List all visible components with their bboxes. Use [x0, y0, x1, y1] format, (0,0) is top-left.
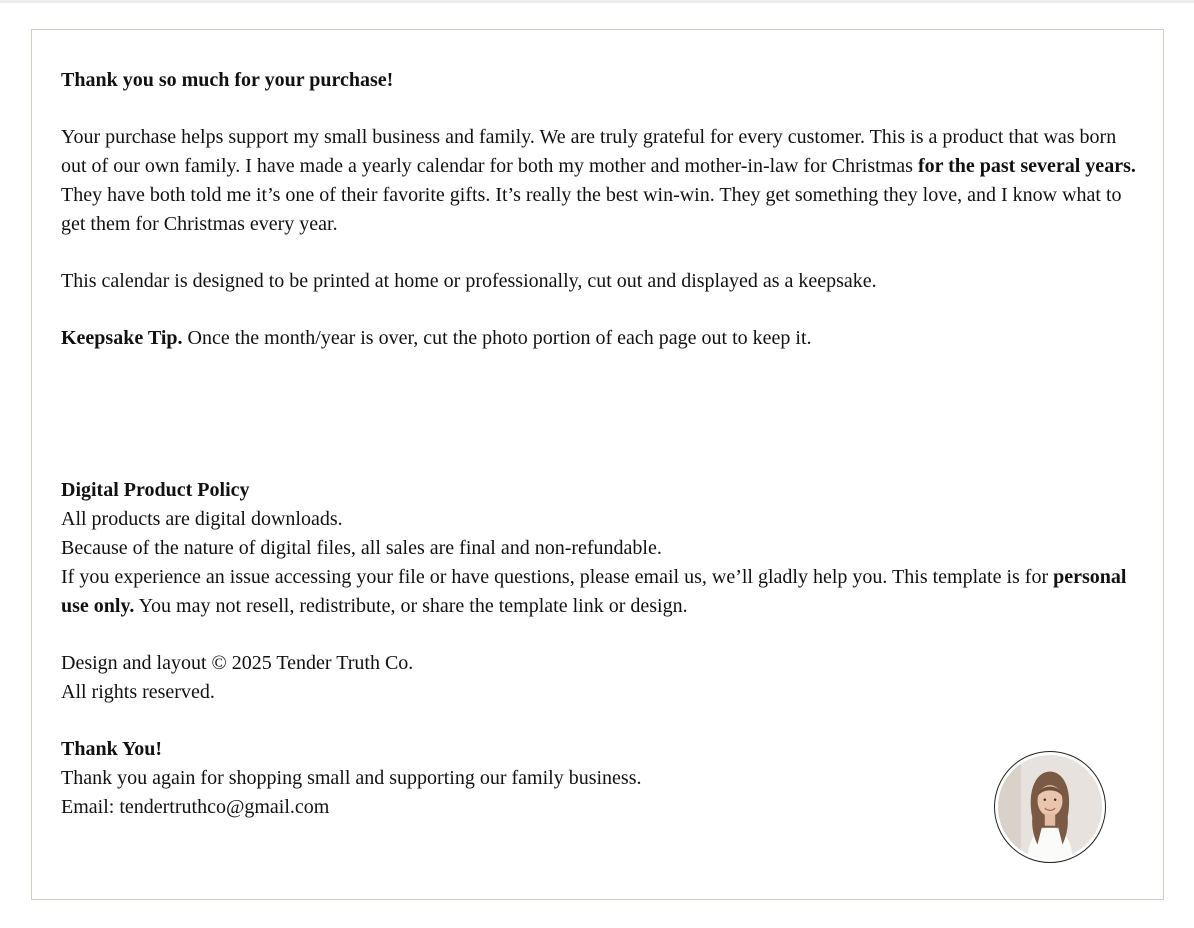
thanks-line: Thank you again for shopping small and supporting our family business. [61, 767, 642, 789]
policy-section: Digital Product Policy All products are digital downloads. Because of the nature of digital files, all sales are final and non-refundable. If you experience an issue accessing your file or have questions, please email us, we’ll gladly help you. This template is for personal use only. You may not resell, redistribute, or share the template link or design. [61, 479, 1127, 617]
policy-line-3a: If you experience an issue accessing your file or have questions, please email us, we’ll gladly help you. This template is for [61, 566, 1054, 588]
section-spacer [61, 381, 1141, 476]
policy-heading: Digital Product Policy [61, 479, 250, 501]
email-line[interactable]: Email: tendertruthco@gmail.com [61, 796, 330, 818]
intro-paragraph: Your purchase helps support my small business and family. We are truly grateful for every customer. This is a product that was born out of our own family. I have made a yearly calendar for both my mother and mother-in-law for Christmas for the past several years. They have both told me it’s one of their favorite gifts. It’s really the best win-win. They get something they love, and I know what to get them for Christmas every year. [61, 126, 1136, 235]
document-page [31, 29, 1164, 900]
copyright-line: Design and layout © 2025 Tender Truth Co. [61, 652, 414, 674]
keepsake-tip: Keepsake Tip. Once the month/year is over, cut the photo portion of each page out to keep it. [61, 327, 812, 349]
portrait-photo [998, 755, 1102, 859]
policy-line-2: Because of the nature of digital files, all sales are final and non-refundable. [61, 537, 662, 559]
rights-line: All rights reserved. [61, 681, 215, 703]
thanks-section [61, 735, 1141, 822]
thank-you-heading: Thank you so much for your purchase! [61, 69, 394, 91]
thanks-heading: Thank You! [61, 738, 162, 760]
copyright-section [61, 649, 1141, 707]
top-divider [0, 0, 1194, 3]
policy-line-1: All products are digital downloads. [61, 508, 343, 530]
avatar [994, 751, 1106, 863]
print-paragraph: This calendar is designed to be printed at home or professionally, cut out and displayed as a keepsake. [61, 270, 877, 292]
document-content [61, 66, 1141, 850]
